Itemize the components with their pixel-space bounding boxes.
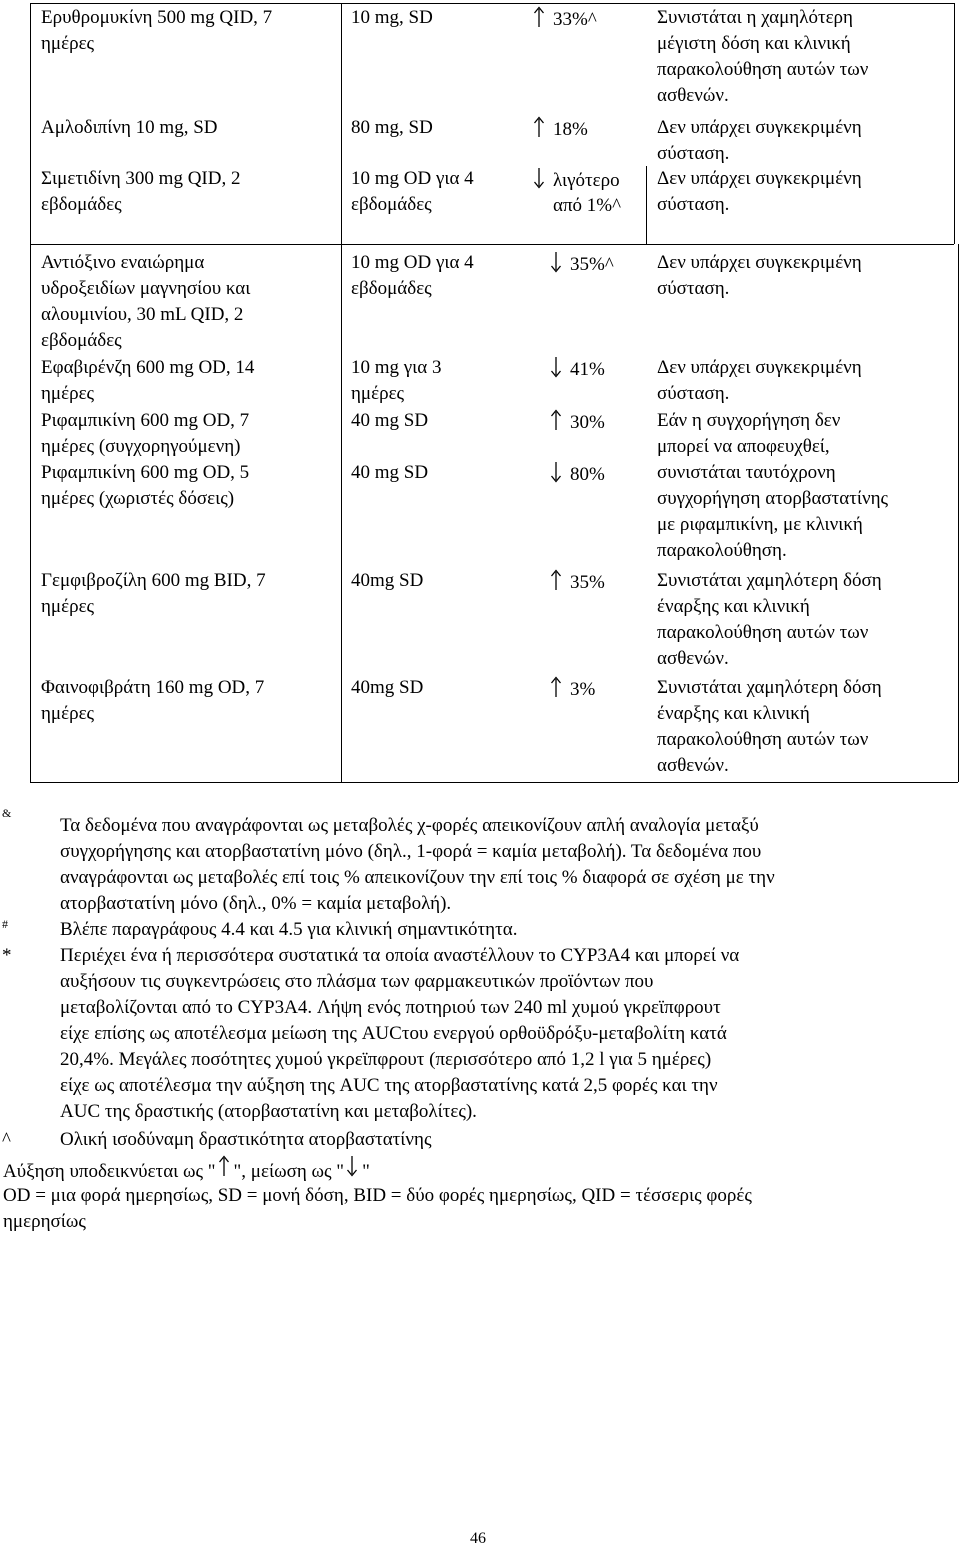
drug-cell: Γεμφιβροζίλη 600 mg BID, 7 <box>41 570 266 591</box>
drug-cell: ημέρες <box>41 596 95 617</box>
footnote-star-line: είχε ως αποτέλεσμα την αύξηση της AUC της ατορβαστατίνης κατά 2,5 φορές και την <box>60 1075 718 1096</box>
footnote-star-line: είχε επίσης ως αποτέλεσμα μείωση της AUCτου ενεργού ορθοϋδρόξυ-μεταβολίτη κατά <box>60 1023 727 1044</box>
recommendation-cell: Δεν υπάρχει συγκεκριμένη <box>657 117 862 138</box>
up-arrow-icon <box>218 1155 232 1177</box>
recommendation-cell: Δεν υπάρχει συγκεκριμένη <box>657 357 862 378</box>
drug-cell: υδροξειδίων μαγνησίου και <box>41 278 251 299</box>
up-arrow-icon <box>550 409 564 431</box>
drug-cell: Ριφαμπικίνη 600 mg OD, 5 <box>41 462 250 483</box>
recommendation-cell: με ριφαμπικίνη, με κλινική <box>657 514 863 535</box>
footnote-caret-text: Ολική ισοδύναμη δραστικότητα ατορβαστατίνης <box>60 1129 432 1150</box>
recommendation-cell: Συνιστάται χαμηλότερη δόση <box>657 677 882 698</box>
recommendation-cell: Εάν η συγχορήγηση δεν <box>657 410 841 431</box>
footnote-mark-star: * <box>2 945 12 966</box>
recommendation-cell: Δεν υπάρχει συγκεκριμένη <box>657 168 862 189</box>
drug-cell: εβδομάδες <box>41 194 122 215</box>
dose-cell: εβδομάδες <box>351 278 432 299</box>
change-value <box>550 676 595 703</box>
change-value <box>550 569 605 596</box>
recommendation-cell: παρακολούθηση. <box>657 540 787 561</box>
table-rule-vertical <box>958 244 959 782</box>
down-arrow-icon <box>533 167 547 189</box>
table-rule-horizontal <box>30 782 958 783</box>
dose-cell: 10 mg OD για 4 <box>351 252 474 273</box>
change-value <box>533 116 588 143</box>
change-text: 33%^ <box>553 9 597 30</box>
footnote-ampersand-line: ατορβαστατίνη μόνο (δηλ., 0% = καμία μεταβολή). <box>60 893 452 914</box>
up-arrow-icon <box>533 116 547 138</box>
arrow-legend-suffix: " <box>362 1161 370 1182</box>
dose-cell: 40 mg SD <box>351 410 429 431</box>
recommendation-cell: ασθενών. <box>657 755 729 776</box>
footnote-ampersand-line: Τα δεδομένα που αναγράφονται ως μεταβολές χ-φορές απεικονίζουν απλή αναλογία μεταξύ <box>60 815 759 836</box>
drug-cell: ημέρες <box>41 703 95 724</box>
arrow-legend-prefix: Αύξηση υποδεικνύεται ως " <box>3 1161 216 1182</box>
table-rule-horizontal <box>30 3 954 4</box>
drug-cell: Σιμετιδίνη 300 mg QID, 2 <box>41 168 241 189</box>
dose-cell: 10 mg OD για 4 <box>351 168 474 189</box>
drug-cell: Φαινοφιβράτη 160 mg OD, 7 <box>41 677 265 698</box>
footnote-star-line: AUC της δραστικής (ατορβαστατίνη και μεταβολίτες). <box>60 1101 477 1122</box>
dose-cell: 10 mg για 3 <box>351 357 442 378</box>
down-arrow-icon <box>346 1155 360 1177</box>
dose-cell: 40mg SD <box>351 677 424 698</box>
dose-cell: 10 mg, SD <box>351 7 433 28</box>
arrow-legend-middle: ", μείωση ως " <box>233 1161 345 1182</box>
change-value <box>550 356 605 383</box>
change-text: 35%^ <box>570 254 614 275</box>
change-value <box>533 6 597 33</box>
recommendation-cell: σύσταση. <box>657 194 730 215</box>
drug-cell: Ριφαμπικίνη 600 mg OD, 7 <box>41 410 250 431</box>
drug-cell: Αμλοδιπίνη 10 mg, SD <box>41 117 218 138</box>
dose-cell: 40 mg SD <box>351 462 429 483</box>
change-text: 35% <box>570 572 605 593</box>
table-rule-vertical <box>30 3 31 244</box>
change-text: από 1%^ <box>553 195 622 216</box>
up-arrow-icon <box>533 6 547 28</box>
recommendation-cell: παρακολούθηση αυτών των <box>657 622 869 643</box>
change-value <box>553 193 621 219</box>
arrow-legend <box>3 1155 370 1185</box>
recommendation-cell: συνιστάται ταυτόχρονη <box>657 462 836 483</box>
footnote-mark-hash: # <box>2 917 8 931</box>
table-rule-vertical <box>646 166 647 244</box>
footnote-mark-caret: ^ <box>2 1129 11 1150</box>
change-value <box>550 461 605 488</box>
down-arrow-icon <box>550 251 564 273</box>
table-rule-vertical <box>954 3 955 244</box>
drug-cell: ημέρες <box>41 383 95 404</box>
footnote-ampersand-line: συγχορήγησης και ατορβαστατίνη μόνο (δηλ., 1-φορά = καμία μεταβολή). Τα δεδομένα που <box>60 841 762 862</box>
footnote-ampersand-line: αναγράφονται ως μεταβολές επί τοις % απεικονίζουν την επί τοις % διαφορά σε σχέση με την <box>60 867 775 888</box>
recommendation-cell: έναρξης και κλινική <box>657 703 810 724</box>
change-value <box>550 409 605 436</box>
recommendation-cell: παρακολούθηση αυτών των <box>657 59 869 80</box>
change-text: 80% <box>570 464 605 485</box>
up-arrow-icon <box>550 676 564 698</box>
footnote-star-line: μεταβολίζονται από το CYP3A4. Λήψη ενός ποτηριού των 240 ml χυμού γκρεϊπφρουτ <box>60 997 721 1018</box>
table-rule-vertical <box>341 244 342 782</box>
abbreviations-line: ημερησίως <box>3 1211 86 1232</box>
table-rule-vertical <box>341 3 342 244</box>
change-value <box>550 251 614 278</box>
recommendation-cell: σύσταση. <box>657 383 730 404</box>
recommendation-cell: ασθενών. <box>657 85 729 106</box>
dose-cell: 40mg SD <box>351 570 424 591</box>
recommendation-cell: μέγιστη δόση και κλινική <box>657 33 851 54</box>
recommendation-cell: Συνιστάται χαμηλότερη δόση <box>657 570 882 591</box>
up-arrow-icon <box>550 569 564 591</box>
change-text: 18% <box>553 119 588 140</box>
table-rule-horizontal <box>30 244 954 245</box>
footnote-star-line: 20,4%. Μεγάλες ποσότητες χυμού γκρεϊπφρουτ (περισσότερο από 1,2 l για 5 ημέρες) <box>60 1049 712 1070</box>
recommendation-cell: σύσταση. <box>657 278 730 299</box>
recommendation-cell: Δεν υπάρχει συγκεκριμένη <box>657 252 862 273</box>
down-arrow-icon <box>550 356 564 378</box>
change-text: 30% <box>570 412 605 433</box>
recommendation-cell: μπορεί να αποφευχθεί, <box>657 436 830 457</box>
drug-cell: εβδομάδες <box>41 330 122 351</box>
recommendation-cell: έναρξης και κλινική <box>657 596 810 617</box>
table-rule-vertical <box>30 244 31 782</box>
change-value <box>533 167 620 194</box>
footnote-star-line: αυξήσουν τις συγκεντρώσεις στο πλάσμα των φαρμακευτικών προϊόντων που <box>60 971 654 992</box>
change-text: 41% <box>570 359 605 380</box>
recommendation-cell: συγχορήγηση ατορβαστατίνης <box>657 488 889 509</box>
dose-cell: εβδομάδες <box>351 194 432 215</box>
change-text: λιγότερο <box>553 170 620 191</box>
abbreviations-line: OD = μια φορά ημερησίως, SD = μονή δόση, BID = δύο φορές ημερησίως, QID = τέσσερις φορές <box>3 1185 752 1206</box>
down-arrow-icon <box>550 461 564 483</box>
recommendation-cell: σύσταση. <box>657 143 730 164</box>
drug-cell: Εφαβιρένζη 600 mg OD, 14 <box>41 357 255 378</box>
footnote-mark-ampersand: & <box>2 806 12 820</box>
drug-cell: Αντιόξινο εναιώρημα <box>41 252 205 273</box>
drug-cell: ημέρες (συγχορηγούμενη) <box>41 436 241 457</box>
drug-cell: ημέρες (χωριστές δόσεις) <box>41 488 235 509</box>
recommendation-cell: ασθενών. <box>657 648 729 669</box>
drug-cell: ημέρες <box>41 33 95 54</box>
footnote-hash-text: Βλέπε παραγράφους 4.4 και 4.5 για κλινική σημαντικότητα. <box>60 919 518 940</box>
drug-cell: Ερυθρομυκίνη 500 mg QID, 7 <box>41 7 273 28</box>
dose-cell: ημέρες <box>351 383 405 404</box>
footnote-star-line: Περιέχει ένα ή περισσότερα συστατικά τα οποία αναστέλλουν το CYP3A4 και μπορεί να <box>60 945 740 966</box>
recommendation-cell: παρακολούθηση αυτών των <box>657 729 869 750</box>
dose-cell: 80 mg, SD <box>351 117 433 138</box>
page-number: 46 <box>470 1530 486 1547</box>
drug-cell: αλουμινίου, 30 mL QID, 2 <box>41 304 244 325</box>
change-text: 3% <box>570 679 596 700</box>
recommendation-cell: Συνιστάται η χαμηλότερη <box>657 7 853 28</box>
